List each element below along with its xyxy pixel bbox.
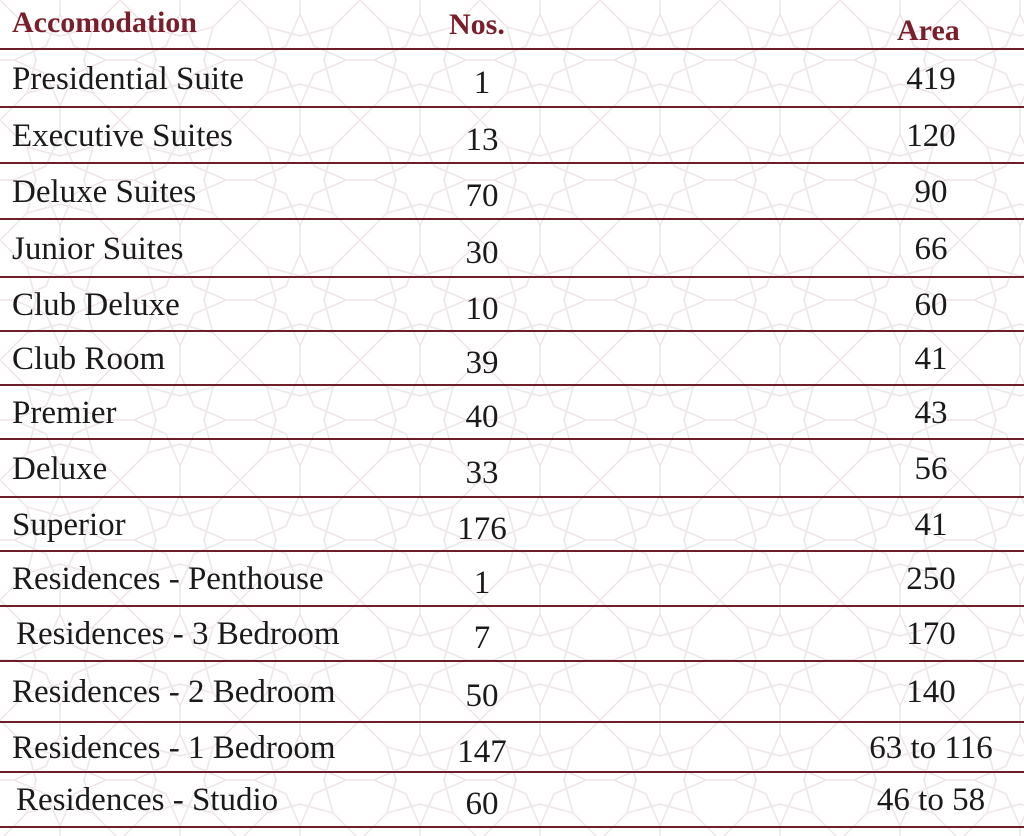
table-rule [0, 826, 1024, 828]
cell-accommodation: Junior Suites [12, 231, 184, 267]
header-area: Area [897, 14, 960, 47]
cell-area: 56 [914, 451, 948, 487]
cell-accommodation: Executive Suites [12, 118, 233, 154]
cell-nos: 1 [473, 565, 491, 601]
cell-area: 46 to 58 [876, 782, 986, 818]
cell-accommodation: Deluxe [12, 451, 108, 487]
cell-accommodation: Club Room [12, 341, 166, 377]
table-row [0, 276, 1024, 330]
cell-nos: 30 [465, 235, 499, 271]
cell-nos: 13 [465, 122, 499, 158]
table-row [0, 330, 1024, 384]
table-row [0, 660, 1024, 721]
cell-nos: 10 [465, 291, 499, 327]
cell-area: 140 [906, 674, 956, 710]
header-accommodation: Accomodation [12, 6, 197, 39]
cell-area: 419 [906, 61, 956, 97]
table-row [0, 106, 1024, 162]
table-row [0, 162, 1024, 218]
table-row [0, 48, 1024, 106]
cell-nos: 39 [465, 345, 499, 381]
cell-nos: 33 [465, 455, 499, 491]
table-row [0, 218, 1024, 276]
cell-area: 120 [906, 118, 956, 154]
cell-accommodation: Residences - 1 Bedroom [12, 730, 336, 766]
cell-nos: 70 [465, 178, 499, 214]
cell-area: 41 [914, 507, 948, 543]
cell-accommodation: Deluxe Suites [12, 174, 197, 210]
cell-area: 66 [914, 231, 948, 267]
cell-accommodation: Residences - 3 Bedroom [16, 616, 340, 652]
cell-accommodation: Club Deluxe [12, 287, 180, 323]
table-row [0, 438, 1024, 496]
table-row [0, 496, 1024, 550]
cell-nos: 147 [457, 734, 507, 770]
table-row [0, 605, 1024, 660]
table-row [0, 771, 1024, 826]
cell-area: 90 [914, 174, 948, 210]
table-row [0, 550, 1024, 605]
cell-nos: 7 [473, 620, 491, 656]
cell-nos: 1 [473, 65, 491, 101]
cell-area: 60 [914, 287, 948, 323]
cell-accommodation: Residences - Penthouse [12, 561, 324, 597]
cell-area: 250 [906, 561, 956, 597]
table-row [0, 721, 1024, 771]
cell-area: 43 [914, 395, 948, 431]
cell-accommodation: Superior [12, 507, 126, 543]
cell-accommodation: Presidential Suite [12, 61, 244, 97]
table-row [0, 384, 1024, 438]
cell-nos: 50 [465, 678, 499, 714]
cell-area: 170 [906, 616, 956, 652]
table-header [0, 0, 1024, 48]
cell-area: 63 to 116 [869, 730, 993, 766]
header-nos: Nos. [449, 8, 505, 41]
cell-accommodation: Residences - 2 Bedroom [12, 674, 336, 710]
cell-area: 41 [914, 341, 948, 377]
cell-accommodation: Residences - Studio [16, 782, 279, 818]
cell-nos: 60 [465, 786, 499, 822]
cell-nos: 40 [465, 399, 499, 435]
cell-nos: 176 [457, 511, 507, 547]
cell-accommodation: Premier [12, 395, 117, 431]
